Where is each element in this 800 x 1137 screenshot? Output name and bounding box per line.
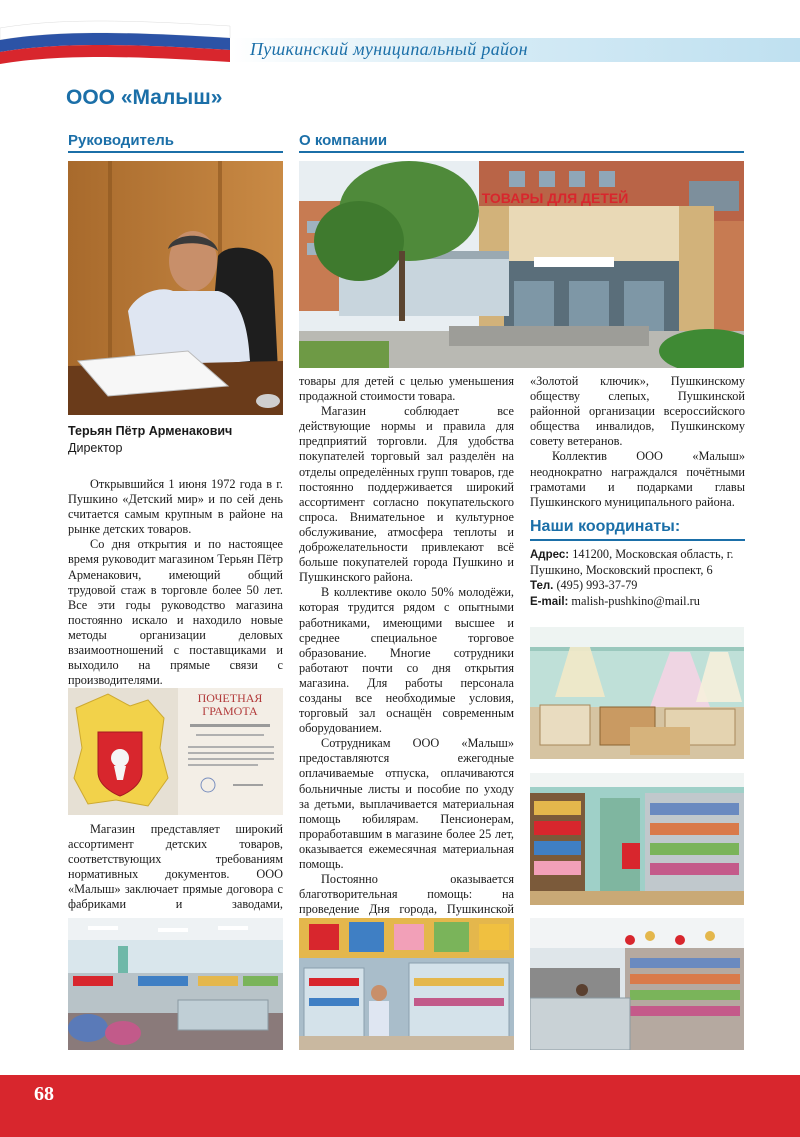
toys-showcase-photo [299, 918, 514, 1050]
paragraph: В коллективе около 50% молодёжи, которая трудится рядом с опытными работниками, имеющими высшее и среднее специальное торговое образование. Многие сотрудники работают почти со дня открытия магазина. Для работы персонала созданы все необходимые условия, торговый зал оснащён современным оборудованием. [299, 585, 514, 736]
contacts-block [530, 547, 745, 610]
paragraph: «Золотой ключик», Пушкинскому обществу слепых, Пушкинской районной организации всероссийского общества инвалидов, Пушкинскому совету ветеранов. [530, 374, 745, 449]
address-line [530, 547, 745, 578]
section-rule-coordinates [530, 539, 745, 541]
director-role: Директор [68, 441, 123, 455]
cribs-photo [530, 627, 744, 759]
phone-line [530, 578, 745, 594]
paragraph: Магазин представляет широкий ассортимент детских товаров, соответствующих требованиям нормативных документов. ООО «Малыш» заключает прямые договора с фабриками и заводами, [68, 822, 283, 912]
region-title: Пушкинский муниципальный район [250, 39, 528, 59]
paragraph: товары для детей с целью уменьшения продажной стоимости товара. [299, 374, 514, 404]
email-line [530, 594, 745, 610]
section-rule-leader [68, 151, 283, 153]
email-label: E-mail: [530, 596, 569, 609]
phone-value: (495) 993-37-79 [556, 578, 638, 593]
diploma-title-line1: ПОЧЕТНАЯ [197, 691, 263, 705]
books-shelf-photo [530, 773, 744, 905]
address-value: 141200, Московская область, г. Пушкино, Московский проспект, 6 [530, 547, 734, 578]
page-header [0, 0, 800, 75]
director-photo [68, 161, 283, 415]
paragraph: Коллектив ООО «Малыш» неоднократно награждался почётными грамотами и подарками главы Пушкинского муниципального района. [530, 449, 745, 509]
column-2-text [299, 374, 514, 948]
column-3-text [530, 374, 745, 510]
page-footer [0, 1075, 800, 1137]
paragraph: Постоянно оказывается благотворительная помощь: на проведение Дня города, Пушкинской [299, 872, 514, 917]
address-label: Адрес: [530, 549, 570, 561]
section-heading-leader: Руководитель [68, 132, 174, 149]
stationery-hall-photo [530, 918, 744, 1050]
director-name: Терьян Пётр Арменакович [68, 424, 233, 438]
column-1-text-upper [68, 477, 283, 688]
section-heading-about: О компании [299, 132, 388, 149]
paragraph: Со дня открытия и по настоящее время руководит магазином Терьян Пётр Арменакович, имеющий общий трудовой стаж в торговле более 50 лет. Все эти годы руководство магазина постоянно искало и находило новые методы организации деловых взаимоотношений с поставщиками и выходило на прямые связи с производителями. [68, 537, 283, 688]
paragraph: Открывшийся 1 июня 1972 года в г. Пушкино «Детский мир» и по сей день считается самым крупным в районе на рынке детских товаров. [68, 477, 283, 537]
column-1-text-lower [68, 822, 283, 928]
phone-label: Тел. [530, 580, 554, 593]
paragraph: Магазин соблюдает все действующие нормы и правила для предприятий торговли. Для удобства покупателей торговый зал разделён на отделы определённых групп товаров, где постоянно поддерживается широкий ассортимент согласно покупательского спроса. Внимательное и культурное обслуживание, атмосфера теплоты и доброжелательности привлекают всё больше покупателей города Пушкино и Пушкинского района. [299, 404, 514, 585]
diploma-title-line2: ГРАМОТА [202, 704, 258, 718]
paragraph: Сотрудникам ООО «Малыш» предоставляются ежегодные оплачиваемые отпуска, оплачиваются больничные листы и пособие по уходу за детьми, выплачивается материальная помощь юбилярам. Пенсионерам, проработавшим в магазине более 25 лет, оказывается ежемесячная материальная помощь. [299, 736, 514, 871]
section-heading-coordinates: Наши координаты: [530, 518, 681, 535]
storefront-photo [299, 161, 744, 368]
toys-hall-photo [68, 918, 283, 1050]
section-rule-about [299, 151, 744, 153]
page-number: 68 [34, 1083, 54, 1105]
email-value: malish-pushkino@mail.ru [571, 594, 700, 609]
storefront-sign: ТОВАРЫ ДЛЯ ДЕТЕЙ [481, 190, 629, 206]
diploma-photo [68, 688, 283, 815]
page-title: ООО «Малыш» [66, 86, 223, 109]
